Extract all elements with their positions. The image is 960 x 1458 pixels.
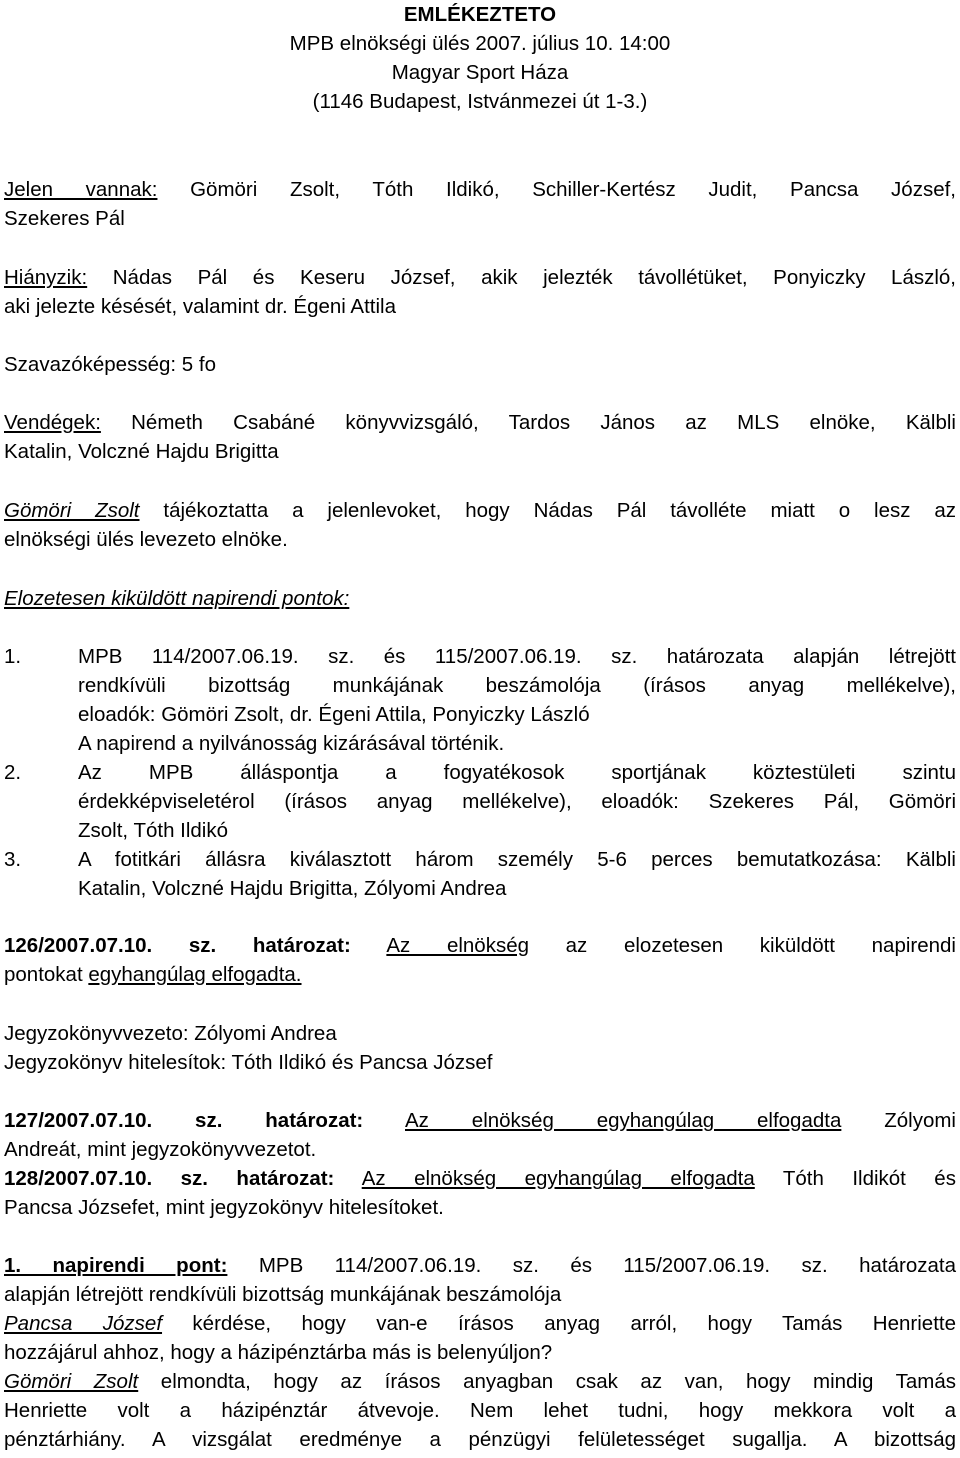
agenda-item-2-number: 2. bbox=[4, 761, 22, 784]
agenda-item-3-number: 3. bbox=[4, 848, 22, 871]
resolution-126-text: pontokat bbox=[4, 963, 89, 986]
resolution-128-label: határozat: bbox=[207, 1167, 335, 1190]
resolution-126-subject: Az elnökség bbox=[386, 934, 529, 957]
resolution-128-text: Tóth Ildikót és bbox=[754, 1167, 956, 1190]
point-1-label: 1. napirendi pont: bbox=[4, 1254, 228, 1277]
agenda-item-3-line: Katalin, Volczné Hajdu Brigitta, Zólyomi Andrea bbox=[78, 877, 507, 900]
question-line-1 bbox=[4, 1311, 956, 1337]
venue-line: Magyar Sport Háza bbox=[391, 61, 569, 84]
resolution-127-text: Zólyomi bbox=[841, 1109, 956, 1132]
guests-line-1 bbox=[4, 410, 956, 436]
agenda-item-1-line: eloadók: Gömöri Zsolt, dr. Égeni Attila, Ponyiczky László bbox=[78, 703, 590, 726]
present-label: Jelen vannak: bbox=[4, 178, 158, 201]
present-line-1 bbox=[4, 177, 956, 203]
quorum-line: Szavazóképesség: 5 fo bbox=[4, 353, 216, 376]
question-text: kérdése, hogy van-e írásos anyag arról, hogy Tamás Henriette bbox=[162, 1312, 956, 1335]
resolution-127-label: határozat: bbox=[222, 1109, 364, 1132]
agenda-item-1-number: 1. bbox=[4, 645, 22, 668]
intro-line-1 bbox=[4, 498, 956, 524]
agenda-item-1-line: A napirend a nyilvánosság kizárásával történik. bbox=[78, 732, 505, 755]
intro-name: Gömöri Zsolt bbox=[4, 499, 140, 522]
absent-line-2: aki jelezte késését, valamint dr. Égeni Attila bbox=[4, 295, 396, 318]
recorder-line: Jegyzokönyvvezeto: Zólyomi Andrea bbox=[4, 1022, 337, 1045]
resolution-127-line-1 bbox=[4, 1108, 956, 1134]
point-1-line-1 bbox=[4, 1253, 956, 1279]
question-line-2: hozzájárul ahhoz, hogy a házipénztárba más is belenyúljon? bbox=[4, 1341, 553, 1364]
agenda-item-1-line: MPB 114/2007.06.19. sz. és 115/2007.06.19. sz. határozata alapján létrejött bbox=[78, 645, 956, 668]
meeting-line: MPB elnökségi ülés 2007. július 10. 14:00 bbox=[289, 32, 671, 55]
answer-line-1 bbox=[4, 1369, 956, 1395]
resolution-126-label: határozat: bbox=[216, 934, 351, 957]
resolution-126-line-1 bbox=[4, 933, 956, 959]
agenda-heading: Elozetesen kiküldött napirendi pontok: bbox=[4, 587, 350, 610]
intro-text: tájékoztatta a jelenlevoket, hogy Nádas Pál távolléte miatt o lesz az bbox=[139, 499, 957, 522]
resolution-128-decision: Az elnökség egyhangúlag elfogadta bbox=[361, 1167, 755, 1190]
resolution-127-id: 127/2007.07.10. sz. bbox=[4, 1109, 223, 1132]
resolution-128-line-1 bbox=[4, 1166, 956, 1192]
intro-line-2: elnökségi ülés levezeto elnöke. bbox=[4, 528, 288, 551]
present-line-2: Szekeres Pál bbox=[4, 207, 125, 230]
guests-label: Vendégek: bbox=[4, 411, 101, 434]
answer-line-3: pénztárhiány. A vizsgálat eredménye a pénzügyi felületességet sugallja. A bizottság bbox=[4, 1428, 956, 1451]
resolution-126-text: az elozetesen kiküldött napirendi bbox=[529, 934, 956, 957]
resolution-128-id: 128/2007.07.10. sz. bbox=[4, 1167, 208, 1190]
address-line: (1146 Budapest, Istvánmezei út 1-3.) bbox=[312, 90, 648, 113]
resolution-126-decision: egyhangúlag elfogadta. bbox=[88, 963, 302, 986]
agenda-item-3-line: A fotitkári állásra kiválasztott három személy 5-6 perces bemutatkozása: Kälbli bbox=[78, 848, 956, 871]
resolution-126-line-2 bbox=[4, 962, 302, 988]
guests-text: Németh Csabáné könyvvizsgáló, Tardos János az MLS elnöke, Kälbli bbox=[100, 411, 956, 434]
point-1-title: MPB 114/2007.06.19. sz. és 115/2007.06.19. sz. határozata bbox=[227, 1254, 956, 1277]
authenticators-line: Jegyzokönyv hitelesítok: Tóth Ildikó és Pancsa József bbox=[4, 1051, 493, 1074]
agenda-item-2-line: Az MPB álláspontja a fogyatékosok sportjának köztestületi szintu bbox=[78, 761, 956, 784]
guests-line-2: Katalin, Volczné Hajdu Brigitta bbox=[4, 440, 279, 463]
absent-text: Nádas Pál és Keseru József, akik jelezték távollétüket, Ponyiczky László, bbox=[87, 266, 956, 289]
resolution-127-line-2: Andreát, mint jegyzokönyvvezetot. bbox=[4, 1138, 317, 1161]
answer-line-2: Henriette volt a házipénztár átvevoje. Nem lehet tudni, hogy mekkora volt a bbox=[4, 1399, 956, 1422]
absent-label: Hiányzik: bbox=[4, 266, 88, 289]
answer-text: elmondta, hogy az írásos anyagban csak az van, hogy mindig Tamás bbox=[138, 1370, 956, 1393]
question-name: Pancsa József bbox=[4, 1312, 163, 1335]
agenda-item-2-line: Zsolt, Tóth Ildikó bbox=[78, 819, 229, 842]
point-1-line-2: alapján létrejött rendkívüli bizottság munkájának beszámolója bbox=[4, 1283, 562, 1306]
document-title: EMLÉKEZTETO bbox=[403, 3, 557, 26]
absent-line-1 bbox=[4, 265, 956, 291]
resolution-126-id: 126/2007.07.10. sz. bbox=[4, 934, 217, 957]
agenda-item-2-line: érdekképviseletérol (írásos anyag mellékelve), eloadók: Szekeres Pál, Gömöri bbox=[78, 790, 956, 813]
resolution-127-decision: Az elnökség egyhangúlag elfogadta bbox=[405, 1109, 842, 1132]
agenda-item-1-line: rendkívüli bizottság munkájának beszámolója (írásos anyag mellékelve), bbox=[78, 674, 956, 697]
answer-name: Gömöri Zsolt bbox=[4, 1370, 139, 1393]
resolution-128-line-2: Pancsa Józsefet, mint jegyzokönyv hitelesítoket. bbox=[4, 1196, 444, 1219]
present-text: Gömöri Zsolt, Tóth Ildikó, Schiller-Kertész Judit, Pancsa József, bbox=[157, 178, 956, 201]
